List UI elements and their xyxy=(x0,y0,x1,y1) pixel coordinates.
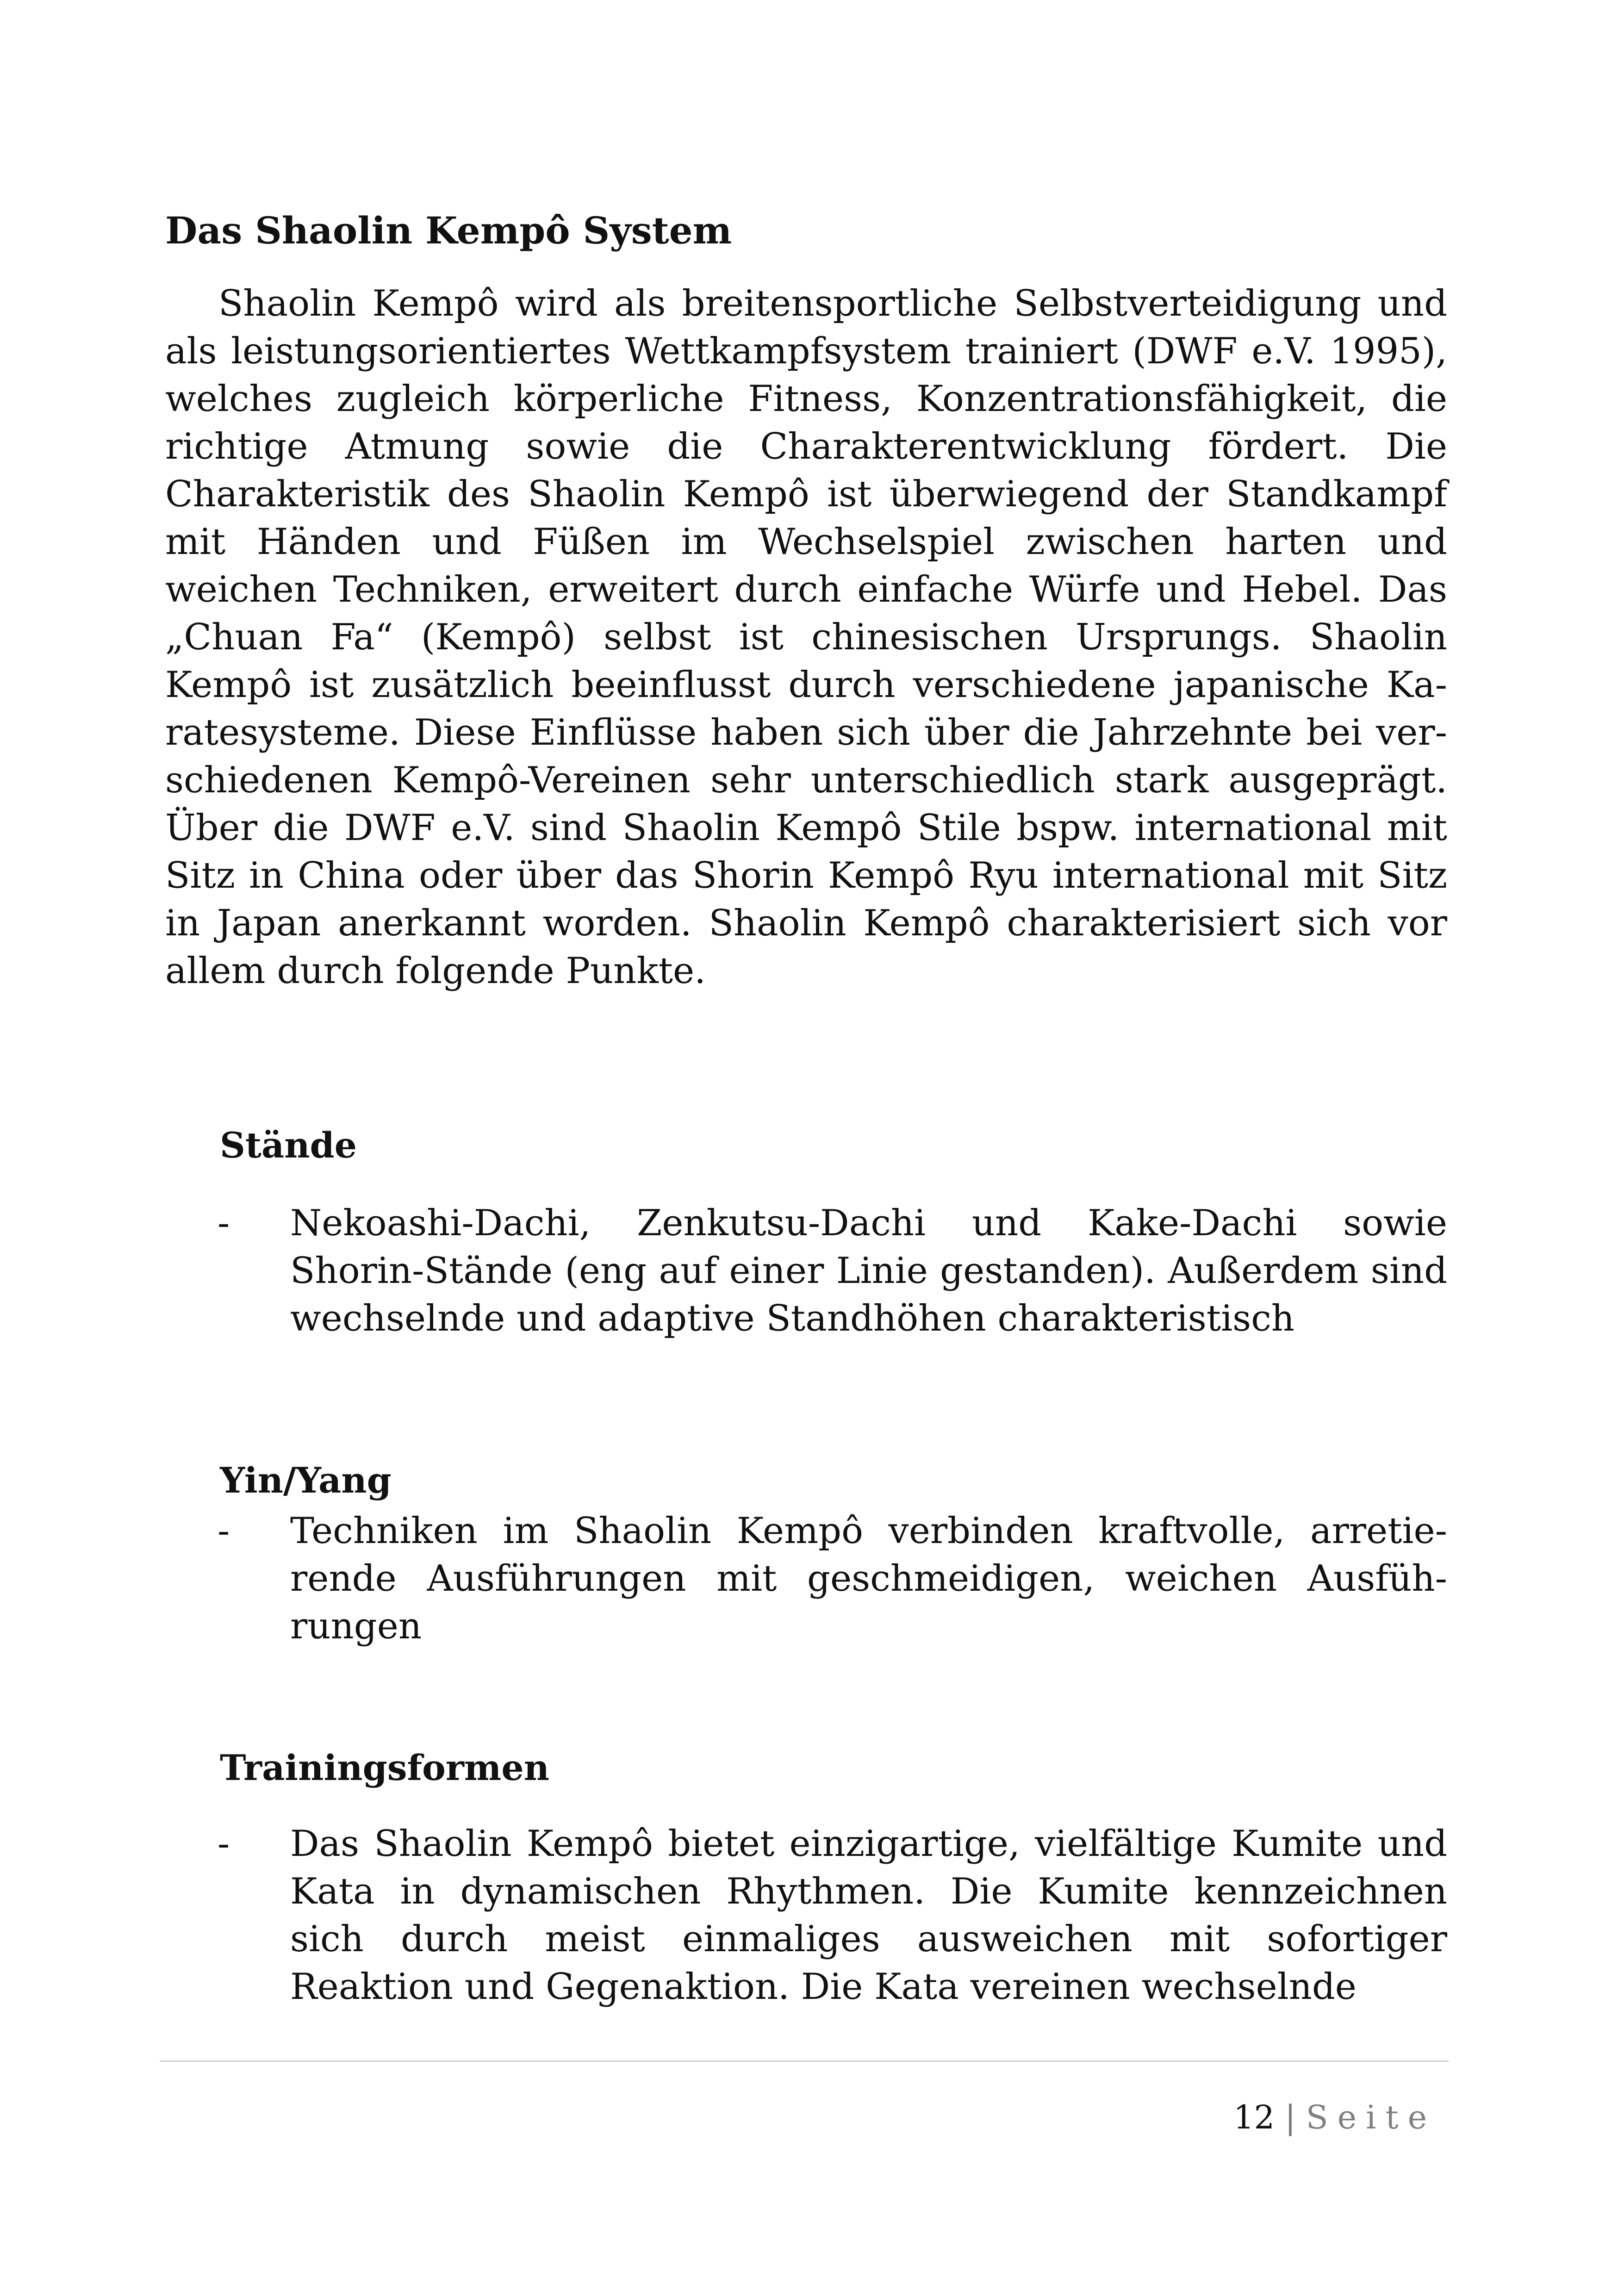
page-footer xyxy=(1233,2097,1436,2138)
bullet-dash: - xyxy=(218,1823,230,1865)
footer-divider xyxy=(160,2060,1449,2062)
list-item-text: Techniken im Shaolin Kempô verbinden kraftvolle, arretierende Ausführungen mit geschmeidigen, weichen Ausführungen xyxy=(290,1510,1447,1647)
bullet-dash: - xyxy=(218,1202,230,1244)
list-item-yin-yang xyxy=(218,1507,1447,1650)
list-item-text: Das Shaolin Kempô bietet einzigartige, vielfältige Kumite und Kata in dynamischen Rhythmen. Die Kumite kennzeichnen sich durch meist einmaliges ausweichen mit sofortiger Reaktion und Gegenaktion. Die Kata vereinen wechselnde xyxy=(290,1823,1447,2008)
list-item-staende xyxy=(218,1200,1447,1343)
subheading-trainingsformen: Trainingsformen xyxy=(220,1747,549,1788)
list-item-text: Nekoashi-Dachi, Zenkutsu-Dachi und Kake-Dachi sowie Shorin-Stände (eng auf einer Linie gestanden). Außerdem sind wechselnde und adaptive Standhöhen charakteristisch xyxy=(290,1202,1447,1339)
footer-separator: | xyxy=(1285,2098,1296,2136)
section-heading: Das Shaolin Kempô System xyxy=(165,209,732,252)
subheading-yin-yang: Yin/Yang xyxy=(220,1460,392,1501)
subheading-staende: Stände xyxy=(220,1125,357,1166)
page-number: 12 xyxy=(1233,2098,1275,2136)
list-item-trainingsformen xyxy=(218,1820,1447,2011)
bullet-dash: - xyxy=(218,1510,230,1552)
page-label: Seite xyxy=(1306,2098,1436,2136)
intro-paragraph: Shaolin Kempô wird als breitensportliche Selbstverteidigung und als leistungsorientiertes Wettkampfsystem trainiert (DWF e.V. 1995), welches zugleich körperliche Fitness, Konzentrationsfähigkeit, die richtige Atmung sowie die Charakterentwicklung fördert. Die Charakteristik des Shaolin Kempô ist überwiegend der Standkampf mit Händen und Füßen im Wechselspiel zwischen harten und weichen Techniken, erweitert durch einfache Würfe und Hebel. Das „Chuan Fa“ (Kempô) selbst ist chinesischen Ursprungs. Shaolin Kempô ist zusätzlich beeinflusst durch verschiedene japanische Karatesysteme. Diese Einflüsse haben sich über die Jahrzehnte bei verschiedenen Kempô-Vereinen sehr unterschiedlich stark ausgeprägt. Über die DWF e.V. sind Shaolin Kempô Stile bspw. international mit Sitz in China oder über das Shorin Kempô Ryu international mit Sitz in Japan anerkannt worden. Shaolin Kempô charakterisiert sich vor allem durch folgende Punkte. xyxy=(165,283,1447,992)
